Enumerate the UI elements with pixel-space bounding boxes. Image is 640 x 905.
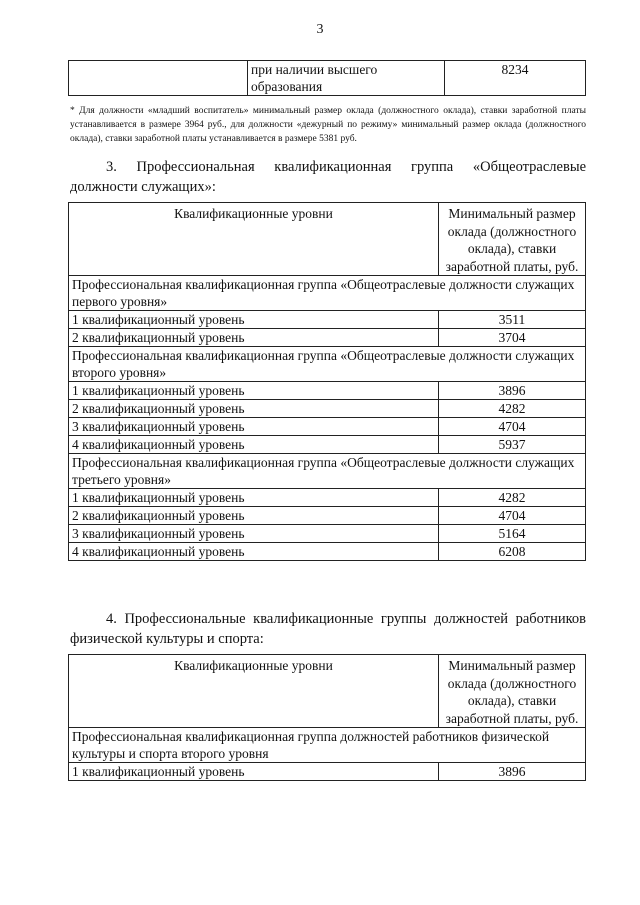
table-header-row (69, 203, 586, 276)
table-row (69, 400, 586, 418)
group-title: Профессиональная квалификационная группа «Общеотраслевые должности служащих третьего уровня» (69, 454, 586, 489)
group-title-row (69, 347, 586, 382)
column-header-salary: Минимальный размер оклада (должностного оклада), ставки заработной платы, руб. (439, 655, 586, 728)
table-row (69, 311, 586, 329)
salary-value: 4282 (439, 400, 586, 418)
table-row (69, 329, 586, 347)
table-row (69, 436, 586, 454)
salary-value: 4704 (439, 507, 586, 525)
salary-value: 5164 (439, 525, 586, 543)
column-header-levels: Квалификационные уровни (69, 203, 439, 276)
table-row (69, 382, 586, 400)
salary-value: 3704 (439, 329, 586, 347)
qualification-level: 1 квалификационный уровень (69, 311, 439, 329)
table-header-row (69, 655, 586, 728)
table-row (69, 489, 586, 507)
qualification-level: 1 квалификационный уровень (69, 763, 439, 781)
qualification-level: 2 квалификационный уровень (69, 400, 439, 418)
group-title: Профессиональная квалификационная группа должностей работников физической культуры и спорта второго уровня (69, 728, 586, 763)
group-title: Профессиональная квалификационная группа «Общеотраслевые должности служащих первого уровня» (69, 276, 586, 311)
table-row (69, 61, 586, 96)
salary-value: 3896 (439, 763, 586, 781)
table-row (69, 763, 586, 781)
salary-value: 3896 (439, 382, 586, 400)
column-header-levels: Квалификационные уровни (69, 655, 439, 728)
table-row (69, 543, 586, 561)
page-number: 3 (316, 22, 324, 37)
column-header-salary: Минимальный размер оклада (должностного оклада), ставки заработной платы, руб. (439, 203, 586, 276)
qualification-level: 3 квалификационный уровень (69, 525, 439, 543)
table-row (69, 418, 586, 436)
salary-table-continued (68, 60, 586, 96)
section-3-heading: 3. Профессиональная квалификационная группа «Общеотраслевые должности служащих»: (70, 159, 586, 195)
qualification-level: 4 квалификационный уровень (69, 436, 439, 454)
section-4-heading: 4. Профессиональные квалификационные группы должностей работников физической культуры и спорта: (70, 611, 586, 647)
footnote: * Для должности «младший воспитатель» минимальный размер оклада (должностного оклада), ставки заработной платы устанавливается в размере 3964 руб., для должности «дежурный по режиму» минимальный размер оклада (должностного оклада), ставки заработной платы устанавливается в размере 5381 руб. (70, 106, 586, 144)
group-title-row (69, 454, 586, 489)
table-row (69, 525, 586, 543)
group-title: Профессиональная квалификационная группа «Общеотраслевые должности служащих второго уровня» (69, 347, 586, 382)
qualification-level: 4 квалификационный уровень (69, 543, 439, 561)
group-title-row (69, 276, 586, 311)
qualification-level: 2 квалификационный уровень (69, 507, 439, 525)
section-3-table (68, 202, 586, 561)
education-condition-cell: при наличии высшего образования (248, 61, 445, 96)
table-row (69, 507, 586, 525)
section-4-table (68, 654, 586, 781)
qualification-level: 3 квалификационный уровень (69, 418, 439, 436)
qualification-level: 2 квалификационный уровень (69, 329, 439, 347)
salary-value: 5937 (439, 436, 586, 454)
salary-value-cell: 8234 (445, 61, 586, 96)
salary-value: 4704 (439, 418, 586, 436)
qualification-level: 1 квалификационный уровень (69, 382, 439, 400)
group-title-row (69, 728, 586, 763)
qualification-level: 1 квалификационный уровень (69, 489, 439, 507)
salary-value: 4282 (439, 489, 586, 507)
table-cell-empty (69, 61, 248, 96)
salary-value: 6208 (439, 543, 586, 561)
salary-value: 3511 (439, 311, 586, 329)
